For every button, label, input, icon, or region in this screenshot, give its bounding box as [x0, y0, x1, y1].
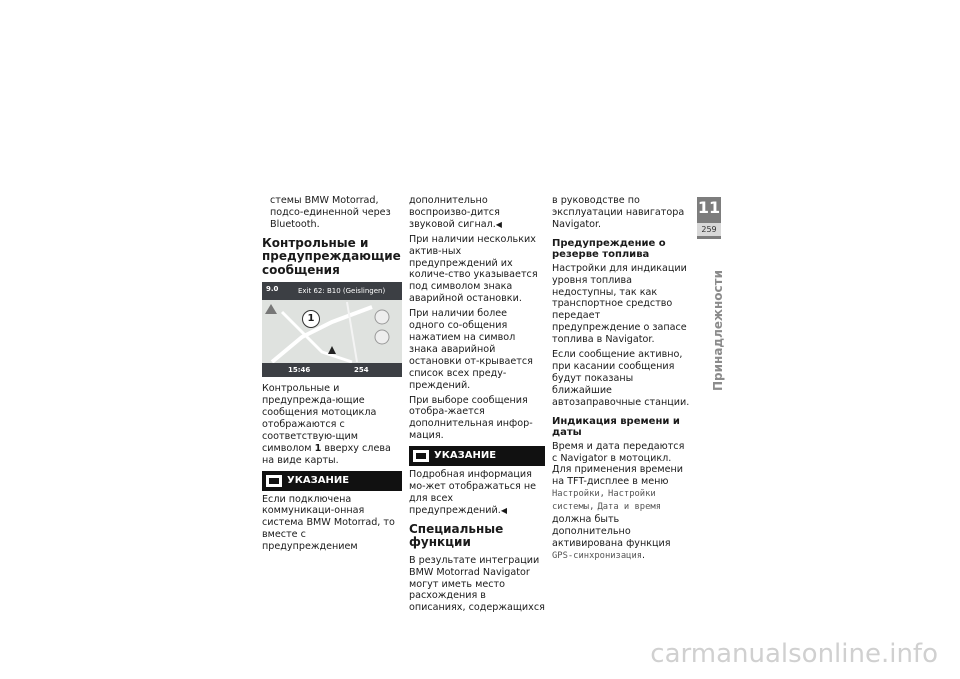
- map-time: 15:46: [288, 366, 311, 375]
- time-text-2: должна быть дополнительно активирована функция: [552, 514, 671, 549]
- warnings-paragraph: [262, 383, 402, 466]
- note-icon: [266, 475, 282, 487]
- menu-date-time: Дата и время: [597, 502, 661, 513]
- paragraph-manual: в руководстве по эксплуатации навигатора Navigator.: [552, 195, 685, 230]
- menu-system-settings: Настройки системы,: [552, 489, 656, 513]
- warning-triangle-icon[interactable]: [265, 304, 277, 314]
- paragraph-time-date: [552, 441, 690, 563]
- menu-settings: Настройки,: [552, 489, 605, 500]
- note-box: [262, 471, 402, 491]
- section-heading-special: Специальные функции: [409, 521, 504, 550]
- chapter-number: 11: [697, 198, 721, 217]
- column-1: [262, 195, 402, 556]
- position-arrow-icon: [328, 346, 336, 354]
- map-bottom-bar: [262, 363, 402, 377]
- map-exit-label: Exit 62: B10 (Geislingen): [298, 287, 386, 296]
- time-text-end: .: [642, 549, 646, 561]
- note-icon: [413, 450, 429, 462]
- page-number: 259: [697, 223, 721, 236]
- note-text-2: [409, 469, 545, 517]
- navigator-map-image: [262, 282, 402, 377]
- note-box-2: [409, 446, 545, 466]
- watermark-text: carmanualsonline.info: [650, 639, 938, 669]
- paragraph-count: При наличии нескольких актив-ных предупреждений их количе-ство указывается под символом знака аварийной остановки.: [409, 233, 538, 305]
- note-text: Если подключена коммуникаци-онная система BMW Motorrad, то вместе с предупреждением: [262, 493, 395, 553]
- column-2: [409, 195, 545, 617]
- heading-time-date: Индикация времени и даты: [552, 415, 680, 439]
- map-top-bar: [262, 282, 402, 300]
- time-text: Время и дата передаются с Navigator в мотоцикл. Для применения времени на TFT-дисплее в меню: [552, 440, 685, 488]
- column-3: [552, 195, 690, 566]
- paragraph-list: При наличии более одного со-общения нажатием на символ знака аварийной остановки от-крывается список всех преду-преждений.: [409, 308, 533, 391]
- note-text-2-body: Подробная информация мо-жет отображаться не для всех предупреждений.: [409, 469, 537, 516]
- end-mark-icon: ◀: [500, 505, 507, 515]
- heading-fuel-reserve: Предупреждение о резерве топлива: [552, 237, 666, 261]
- chapter-tab: [697, 197, 721, 239]
- paragraph-integration: В результате интеграции BMW Motorrad Navigator могут иметь место расхождения в описаниях, содержащихся: [409, 554, 545, 614]
- section-heading-warnings: Контрольные и предупреждающие сообщения: [262, 235, 401, 277]
- menu-gps-sync: GPS-синхронизация: [552, 550, 643, 561]
- end-mark-icon: ◀: [495, 219, 502, 229]
- paragraph-sound: [409, 195, 545, 231]
- section-title-vertical: Принадлежности: [711, 270, 725, 392]
- map-heading: 254: [354, 366, 369, 375]
- intro-text: стемы BMW Motorrad, подсо-единенной через Bluetooth.: [270, 195, 391, 230]
- note-label: УКАЗАНИЕ: [287, 474, 350, 486]
- paragraph-fuel-settings: Настройки для индикации уровня топлива недоступны, так как транспортное средство передает предупреждение о запасе топлива в Navigator.: [552, 262, 687, 346]
- sound-text: дополнительно воспроизво-дится звуковой сигнал.: [409, 195, 500, 230]
- paragraph-select: При выборе сообщения отобра-жается дополнительная инфор-мация.: [409, 394, 533, 442]
- map-speed: 9.0: [266, 285, 279, 294]
- note-label-2: УКАЗАНИЕ: [434, 450, 497, 462]
- marker-ref: 1: [314, 442, 322, 454]
- paragraph-fuel-stations: Если сообщение активно, при касании сообщения будут показаны ближайшие автозаправочные станции.: [552, 349, 690, 408]
- warnings-text-end: вверху слева на виде карты.: [262, 442, 391, 466]
- map-marker-1: 1: [302, 310, 320, 328]
- warnings-text: Контрольные и предупрежда-ющие сообщения мотоцикла отображаются с соответствую-щим символом: [262, 383, 377, 454]
